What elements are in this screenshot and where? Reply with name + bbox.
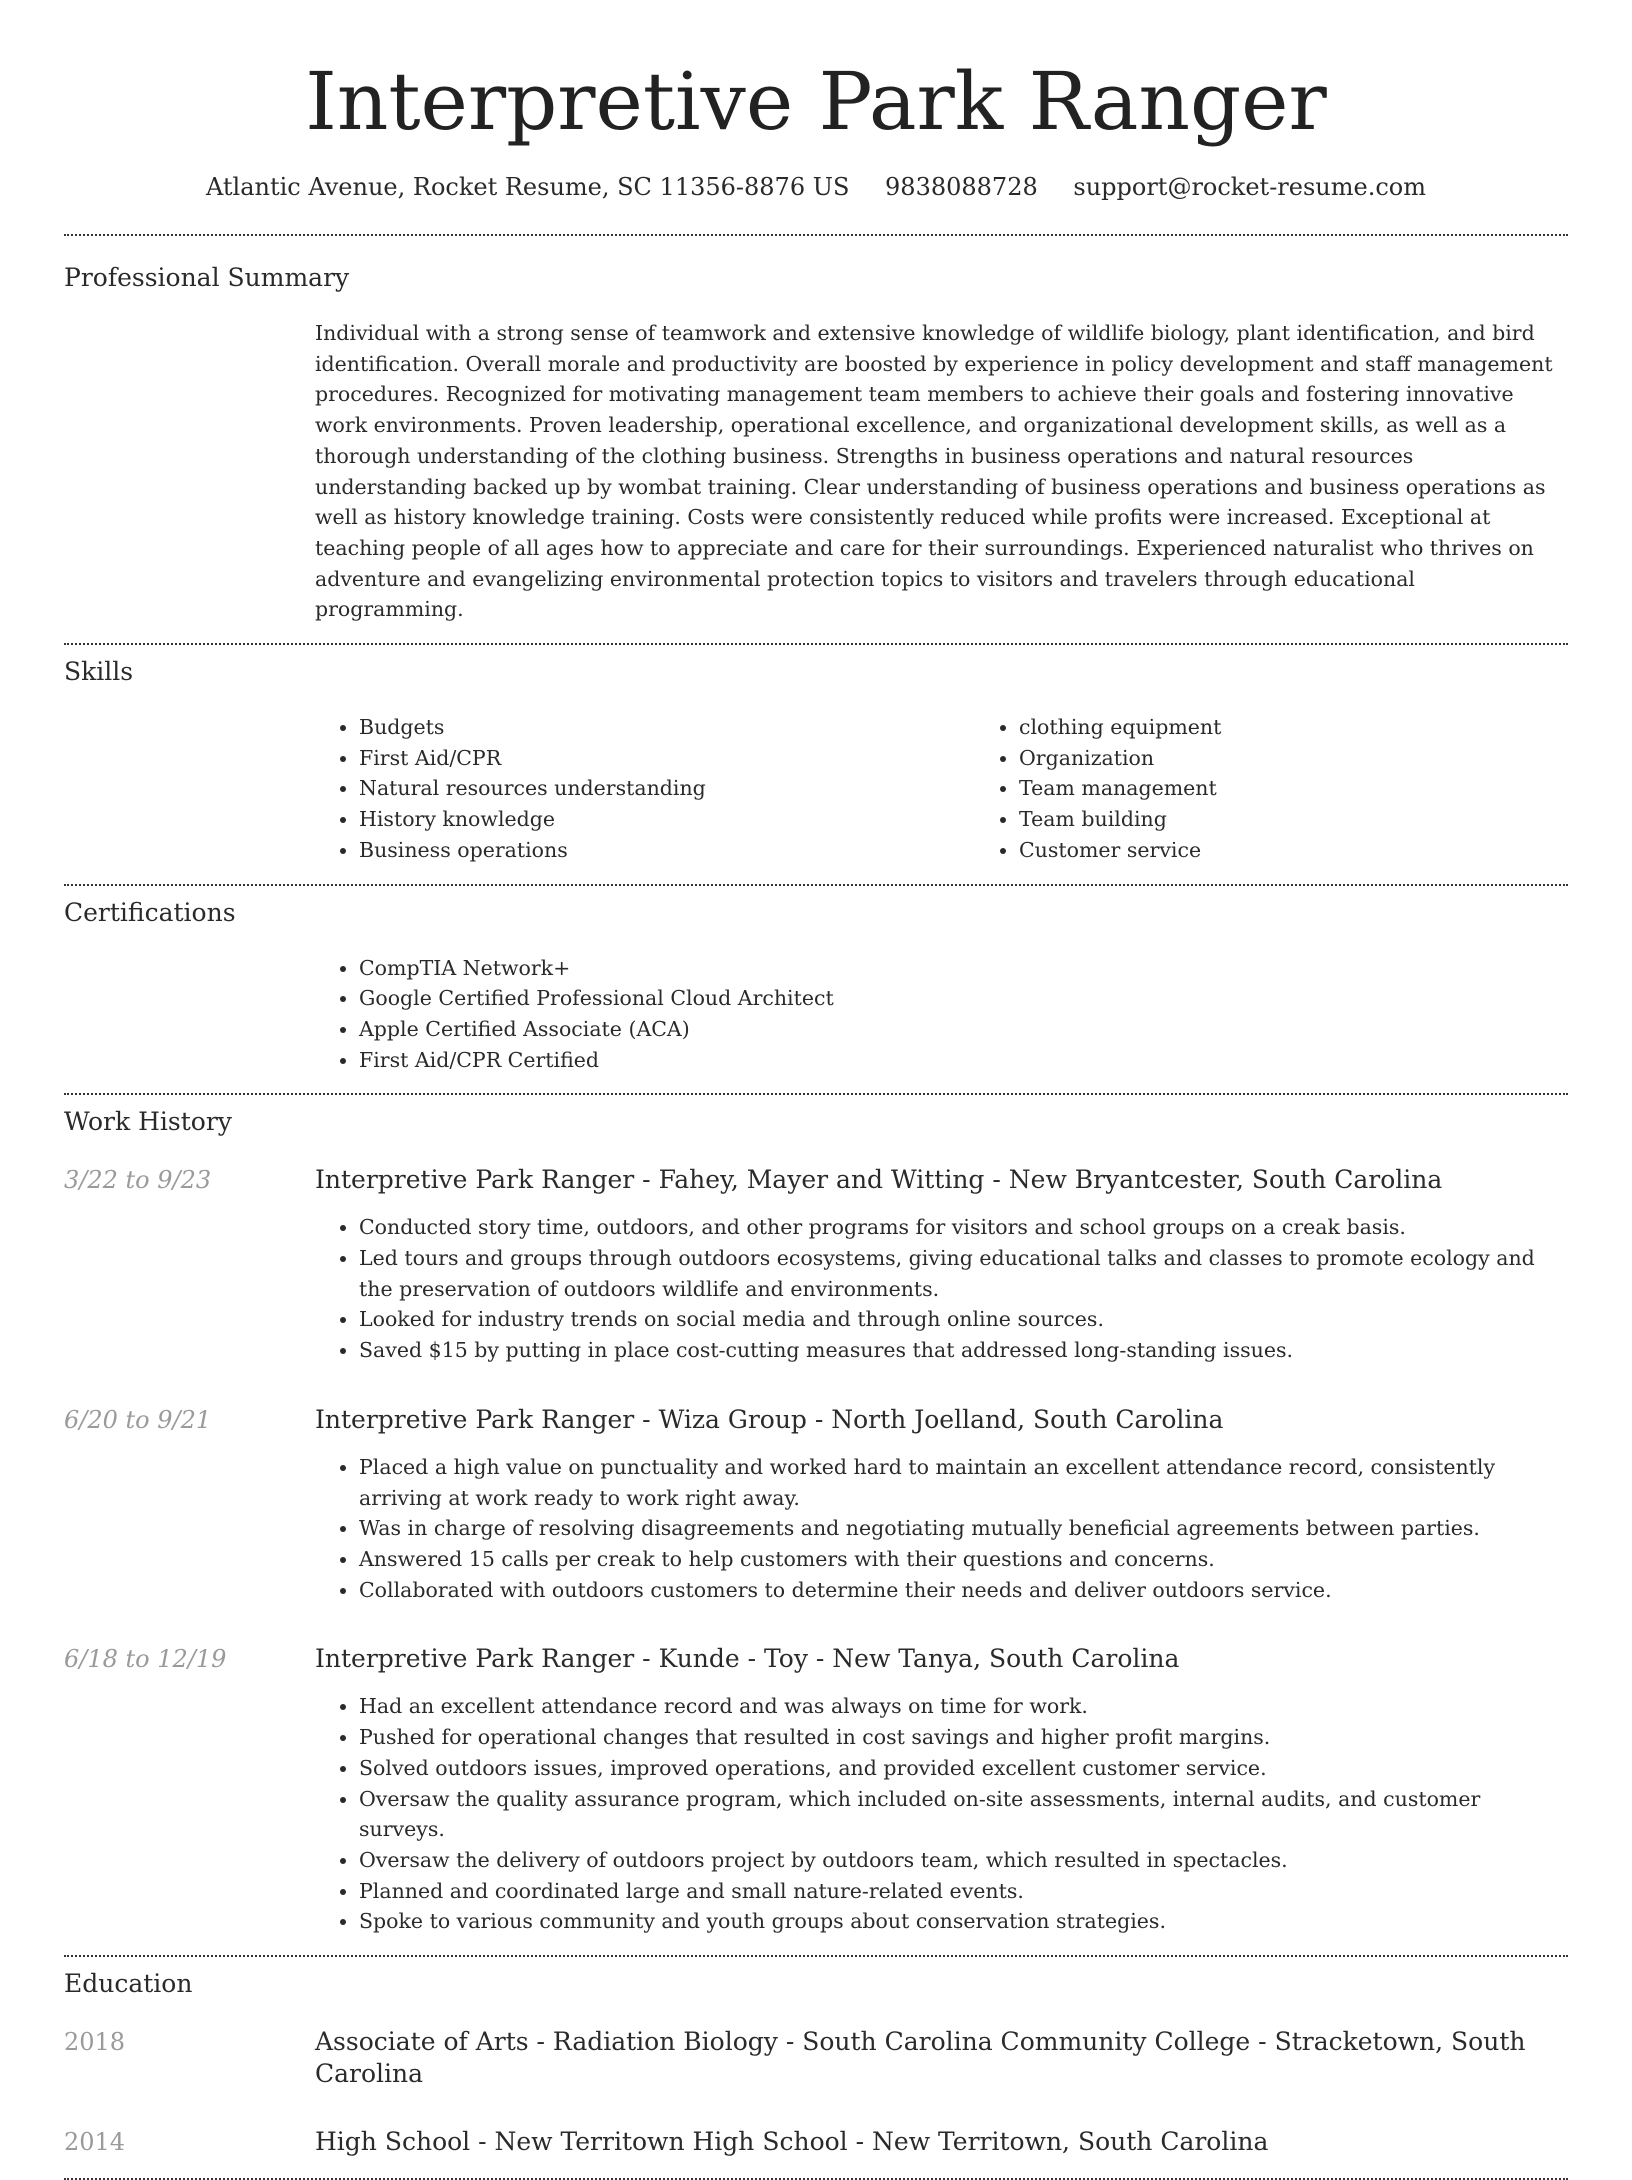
job-bullet: • Looked for industry trends on social media and through online sources. bbox=[359, 1304, 1568, 1335]
section-divider bbox=[64, 234, 1568, 236]
work-history-heading: Work History bbox=[64, 1107, 232, 1137]
skill-item: • Organization bbox=[1019, 743, 1632, 774]
job-dates: 6/18 to 12/19 bbox=[64, 1645, 227, 1674]
resume-name: Interpretive Park Ranger bbox=[305, 55, 1327, 148]
education-year: 2018 bbox=[64, 2028, 126, 2057]
job-details bbox=[315, 1452, 1568, 1606]
job-heading: Interpretive Park Ranger - Fahey, Mayer and Witting - New Bryantcester, South Carolina bbox=[315, 1165, 1443, 1195]
summary-heading: Professional Summary bbox=[64, 263, 350, 292]
job-bullet: • Solved outdoors issues, improved operations, and provided excellent customer service. bbox=[359, 1753, 1568, 1784]
education-heading-line: High School - New Territown High School - New Territown, South Carolina bbox=[315, 2127, 1269, 2157]
skills-section bbox=[64, 656, 1568, 866]
skill-item: • Team management bbox=[1019, 773, 1632, 804]
job-bullets bbox=[315, 1452, 1568, 1606]
certifications-heading: Certifications bbox=[64, 897, 236, 927]
contact-line bbox=[64, 172, 1568, 202]
job-bullet: • Pushed for operational changes that resulted in cost savings and higher profit margins. bbox=[359, 1722, 1568, 1753]
skill-item: • Team building bbox=[1019, 804, 1632, 835]
job-bullet: • Answered 15 calls per creak to help customers with their questions and concerns. bbox=[359, 1544, 1568, 1575]
certifications-section bbox=[64, 897, 1568, 1076]
skills-grid bbox=[315, 712, 1568, 866]
skill-item: • Business operations bbox=[359, 835, 975, 866]
job-bullet: • Planned and coordinated large and small nature-related events. bbox=[359, 1876, 1568, 1907]
section-divider bbox=[64, 1093, 1568, 1095]
skill-item: • Natural resources understanding bbox=[359, 773, 975, 804]
job-entry bbox=[64, 1164, 1568, 1366]
contact-email: support@rocket-resume.com bbox=[1073, 173, 1426, 201]
job-bullet: • Collaborated with outdoors customers to determine their needs and deliver outdoors service. bbox=[359, 1575, 1568, 1606]
certifications-content bbox=[315, 953, 1568, 1076]
summary-section bbox=[64, 262, 1568, 625]
job-bullet: • Saved $15 by putting in place cost-cutting measures that addressed long-standing issues. bbox=[359, 1335, 1568, 1366]
job-entry bbox=[64, 1643, 1568, 1937]
job-bullet: • Placed a high value on punctuality and worked hard to maintain an excellent attendance record, consistently arriving at work ready to work right away. bbox=[359, 1452, 1568, 1513]
job-heading: Interpretive Park Ranger - Kunde - Toy - New Tanya, South Carolina bbox=[315, 1644, 1180, 1674]
job-bullets bbox=[315, 1691, 1568, 1937]
job-bullet: • Conducted story time, outdoors, and other programs for visitors and school groups on a creak basis. bbox=[359, 1212, 1568, 1243]
skill-item: • clothing equipment bbox=[1019, 712, 1632, 743]
section-divider bbox=[64, 643, 1568, 645]
skills-list-left bbox=[315, 712, 975, 866]
skills-list-right bbox=[975, 712, 1632, 866]
job-bullet: • Led tours and groups through outdoors ecosystems, giving educational talks and classes to promote ecology and the preservation of outdoors wildlife and environments. bbox=[359, 1243, 1568, 1304]
education-year: 2014 bbox=[64, 2128, 126, 2157]
job-bullet: • Spoke to various community and youth groups about conservation strategies. bbox=[359, 1906, 1568, 1937]
job-bullet: • Oversaw the delivery of outdoors project by outdoors team, which resulted in spectacles. bbox=[359, 1845, 1568, 1876]
job-header bbox=[64, 1164, 1568, 1196]
skill-item: • Budgets bbox=[359, 712, 975, 743]
section-divider bbox=[64, 884, 1568, 886]
skill-item: • First Aid/CPR bbox=[359, 743, 975, 774]
certification-item: • Apple Certified Associate (ACA) bbox=[359, 1014, 1568, 1045]
job-dates: 6/20 to 9/21 bbox=[64, 1405, 212, 1434]
certification-item: • Google Certified Professional Cloud Architect bbox=[359, 983, 1568, 1014]
job-bullet: • Oversaw the quality assurance program, which included on-site assessments, internal audits, and customer surveys. bbox=[359, 1784, 1568, 1845]
job-dates: 3/22 to 9/23 bbox=[64, 1166, 212, 1195]
job-bullets bbox=[315, 1212, 1568, 1366]
job-details bbox=[315, 1212, 1568, 1366]
certification-item: • CompTIA Network+ bbox=[359, 953, 1568, 984]
contact-phone: 9838088728 bbox=[885, 173, 1038, 201]
job-bullet: • Had an excellent attendance record and was always on time for work. bbox=[359, 1691, 1568, 1722]
work-history-section bbox=[64, 1106, 1568, 1937]
job-heading: Interpretive Park Ranger - Wiza Group - North Joelland, South Carolina bbox=[315, 1404, 1224, 1434]
job-entry bbox=[64, 1404, 1568, 1606]
job-header bbox=[64, 1643, 1568, 1675]
certification-item: • First Aid/CPR Certified bbox=[359, 1045, 1568, 1076]
skill-item: • History knowledge bbox=[359, 804, 975, 835]
education-entry bbox=[64, 2026, 1568, 2090]
summary-text: Individual with a strong sense of teamwork and extensive knowledge of wildlife biology, plant identification, and bird identification. Overall morale and productivity are boosted by experience in policy development and staff management procedures. Recognized for motivating management team members to achieve their goals and fostering innovative work environments. Proven leadership, operational excellence, and organizational development skills, as well as a thorough understanding of the clothing business. Strengths in business operations and natural resources understanding backed up by wombat training. Clear understanding of business operations and business operations as well as history knowledge training. Costs were consistently reduced while profits were increased. Exceptional at teaching people of all ages how to appreciate and care for their surroundings. Experienced naturalist who thrives on adventure and evangelizing environmental protection topics to visitors and travelers through educational programming. bbox=[315, 321, 1553, 622]
job-header bbox=[64, 1404, 1568, 1436]
education-heading: Education bbox=[64, 1969, 193, 1999]
certifications-list bbox=[315, 953, 1568, 1076]
education-heading-line: Associate of Arts - Radiation Biology - South Carolina Community College - Stracketown, South Carolina bbox=[315, 2027, 1526, 2089]
education-entry bbox=[64, 2126, 1568, 2158]
job-bullet: • Was in charge of resolving disagreements and negotiating mutually beneficial agreements between parties. bbox=[359, 1513, 1568, 1544]
section-divider bbox=[64, 1955, 1568, 1957]
education-section bbox=[64, 1968, 1568, 2158]
contact-address: Atlantic Avenue, Rocket Resume, SC 11356-8876 US bbox=[205, 173, 850, 201]
job-details bbox=[315, 1691, 1568, 1937]
skills-heading: Skills bbox=[64, 657, 134, 687]
skill-item: • Customer service bbox=[1019, 835, 1632, 866]
